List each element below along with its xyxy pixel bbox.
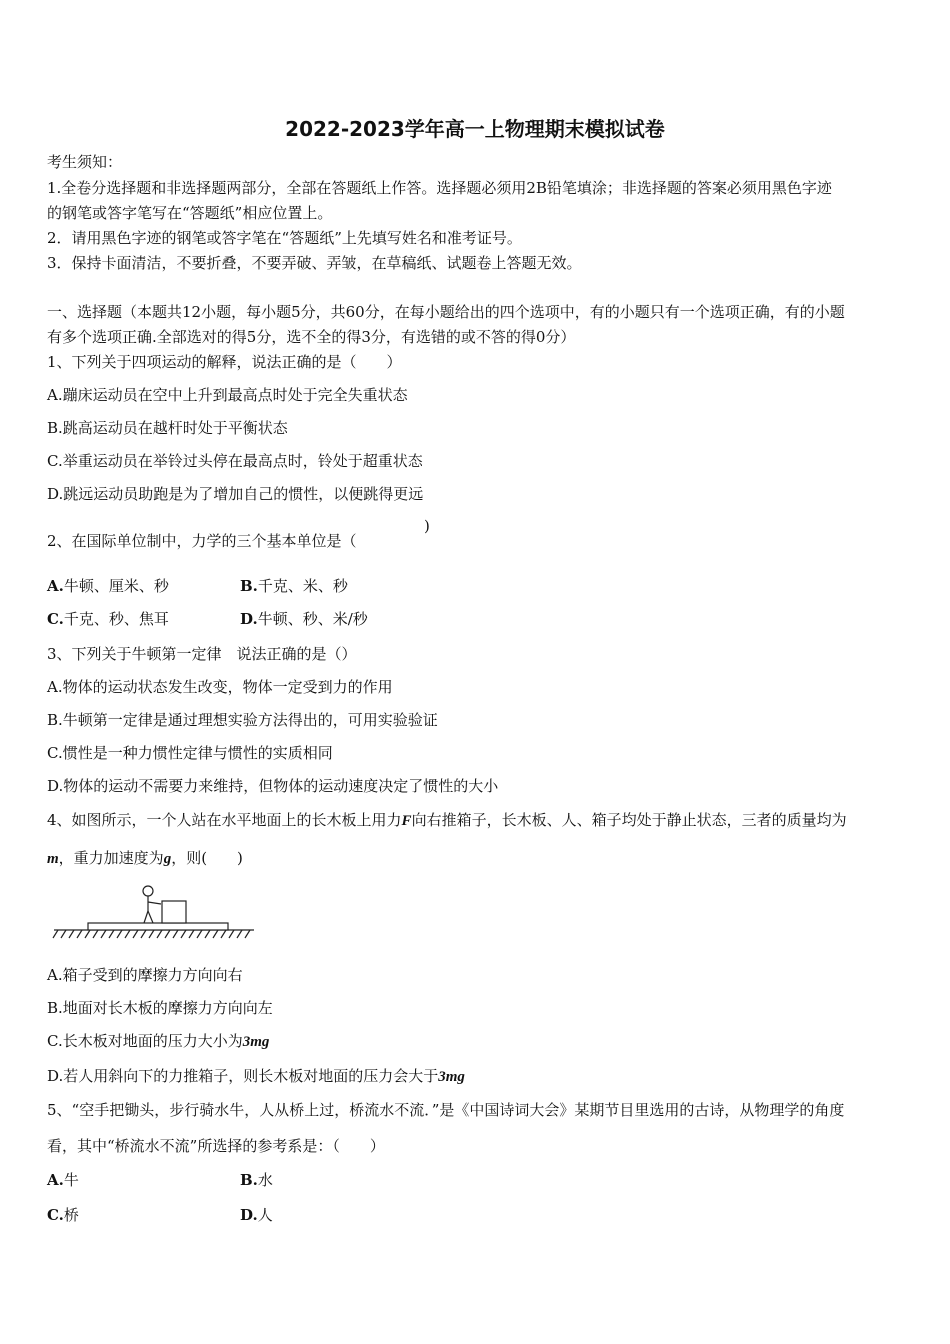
notice-item-1b: 的钢笔或答字笔写在“答题纸”相应位置上。 (47, 204, 333, 222)
q2-option-b-text: 千克、米、秒 (257, 577, 348, 595)
q2-option-c-text: 千克、秒、焦耳 (63, 610, 169, 628)
q2-option-c-letter: C. (47, 610, 64, 628)
q2-option-b-letter: B. (240, 577, 258, 595)
page-title: 2022-2023学年高一上物理期末模拟试卷 (285, 117, 665, 141)
q3-option-a: A.物体的运动状态发生改变，物体一定受到力的作用 (47, 678, 393, 696)
q2-option-d-letter: D. (240, 610, 258, 628)
q5-option-d-text: 人 (257, 1206, 273, 1224)
q4-option-c (47, 1031, 269, 1052)
q1-option-a: A.蹦床运动员在空中上升到最高点时处于完全失重状态 (47, 386, 408, 404)
q4-stem-text-2: 向右推箱子，长木板、人、箱子均处于静止状态，三者的质量均为 (411, 811, 847, 829)
q2-option-a-letter: A. (47, 577, 64, 595)
q4-stem-text-1: 4、如图所示，一个人站在水平地面上的长木板上用力 (47, 811, 402, 829)
q5-option-a-letter: A. (47, 1171, 64, 1189)
q4-symbol-f: F (401, 813, 412, 829)
notice-item-2: 2．请用黑色字迹的钢笔或答字笔在“答题纸”上先填写姓名和准考证号。 (47, 229, 522, 247)
q5-option-c (47, 1205, 79, 1225)
q4-stem-text-3: ，重力加速度为 (58, 849, 164, 867)
q4-option-a: A.箱子受到的摩擦力方向向右 (47, 966, 243, 984)
q5-option-c-letter: C. (47, 1206, 64, 1224)
q4-option-c-value: 3mg (242, 1034, 270, 1050)
q1-option-c: C.举重运动员在举铃过头停在最高点时，铃处于超重状态 (47, 452, 423, 470)
q4-stem-line1 (47, 810, 847, 831)
q5-option-b-text: 水 (257, 1171, 273, 1189)
q4-diagram (50, 880, 260, 942)
q2-option-b (240, 576, 348, 596)
box (162, 901, 186, 923)
notice-heading: 考生须知： (47, 153, 123, 171)
ground-surface (53, 930, 254, 938)
q1-option-d: D.跳远运动员助跑是为了增加自己的惯性，以便跳得更远 (47, 485, 424, 503)
q4-option-d (47, 1066, 465, 1087)
q5-option-d (240, 1205, 273, 1225)
q5-stem-line2: 看，其中“桥流水不流”所选择的参考系是：（ ） (47, 1137, 385, 1155)
q5-option-d-letter: D. (240, 1206, 258, 1224)
q2-option-a (47, 576, 169, 596)
q5-option-a-text: 牛 (63, 1171, 79, 1189)
q3-option-b: B.牛顿第一定律是通过理想实验方法得出的，可用实验验证 (47, 711, 438, 729)
q4-option-b: B.地面对长木板的摩擦力方向向左 (47, 999, 273, 1017)
q2-stem-close: ) (424, 517, 430, 535)
q2-stem: 2、在国际单位制中，力学的三个基本单位是（ (47, 532, 357, 550)
q1-option-b: B.跳高运动员在越杆时处于平衡状态 (47, 419, 288, 437)
section-instructions-1: 一、选择题（本题共12小题，每小题5分，共60分，在每小题给出的四个选项中，有的小题只有一个选项正确，有的小题 (47, 303, 845, 321)
q2-option-d-text: 牛顿、秒、米/秒 (257, 610, 368, 628)
notice-item-3: 3．保持卡面清洁，不要折叠，不要弄破、弄皱，在草稿纸、试题卷上答题无效。 (47, 254, 582, 272)
q3-stem: 3、下列关于牛顿第一定律 说法正确的是（） (47, 645, 357, 663)
q5-stem-line1: 5、“空手把锄头，步行骑水牛，人从桥上过，桥流水不流．”是《中国诗词大会》某期节目里选用的古诗，从物理学的角度 (47, 1101, 845, 1119)
q4-option-d-text: D.若人用斜向下的力推箱子，则长木板对地面的压力会大于 (47, 1067, 439, 1085)
q4-option-d-value: 3mg (438, 1069, 465, 1085)
person-figure (143, 886, 161, 923)
q5-option-b-letter: B. (240, 1171, 258, 1189)
q3-option-c: C.惯性是一种力惯性定律与惯性的实质相同 (47, 744, 333, 762)
q2-option-a-text: 牛顿、厘米、秒 (63, 577, 169, 595)
q3-option-d: D.物体的运动不需要力来维持，但物体的运动速度决定了惯性的大小 (47, 777, 499, 795)
long-board (88, 923, 228, 930)
q5-option-b (240, 1170, 273, 1190)
q2-option-c (47, 609, 169, 629)
q4-symbol-m: m (47, 851, 59, 867)
q4-symbol-g: g (163, 851, 172, 867)
q2-option-d (240, 609, 368, 629)
q1-stem: 1、下列关于四项运动的解释，说法正确的是（ ） (47, 353, 402, 371)
q5-option-c-text: 桥 (63, 1206, 79, 1224)
q4-stem-text-4: ，则( ) (171, 849, 243, 867)
q5-option-a (47, 1170, 79, 1190)
notice-item-1a: 1.全卷分选择题和非选择题两部分，全部在答题纸上作答。选择题必须用2B铅笔填涂；非选择题的答案必须用黑色字迹 (47, 179, 832, 197)
q4-option-c-text: C.长木板对地面的压力大小为 (47, 1032, 243, 1050)
q4-stem-line2 (47, 848, 243, 869)
section-instructions-2: 有多个选项正确.全部选对的得5分，选不全的得3分，有选错的或不答的得0分） (47, 328, 576, 346)
